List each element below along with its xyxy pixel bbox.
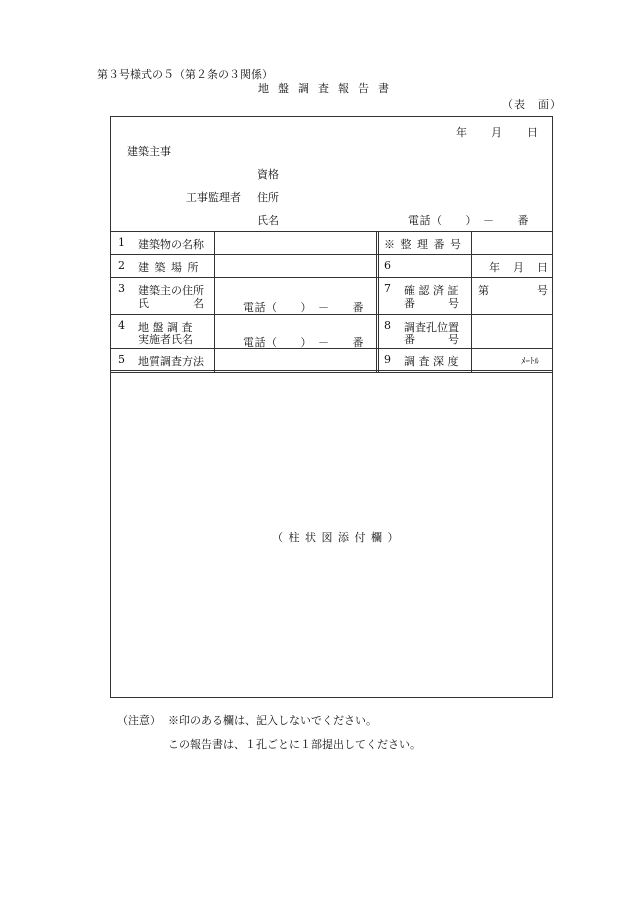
name-label: 氏名 [257, 214, 279, 227]
address-label: 住所 [257, 191, 279, 204]
depth-unit: ﾒｰﾄﾙ [521, 357, 540, 367]
row-line-1 [110, 254, 553, 255]
columnar-section-label: （ 柱 状 図 添 付 欄 ） [272, 531, 400, 544]
notes-prefix: （注意） [117, 714, 161, 727]
row4-number: 4 [118, 319, 125, 332]
construction-site-label: 建 築 場 所 [138, 261, 200, 274]
row6-month: 月 [513, 261, 524, 274]
confirmation-cert-label: 確 認 済 証 [404, 284, 459, 297]
reference-number-label: ※ 整 理 番 号 [384, 238, 462, 251]
col-line-center [376, 231, 379, 373]
row5-number: 5 [118, 353, 125, 366]
row6-day: 日 [537, 261, 548, 274]
note-line-1: ※印のある欄は、記入しないでください。 [168, 714, 377, 727]
row7-number: 7 [384, 282, 391, 295]
table-bottom-line [110, 370, 553, 373]
note-line-2: この報告書は、１孔ごとに１部提出してください。 [168, 738, 421, 751]
row8-number: 8 [384, 319, 391, 332]
document-title: 地盤調査報告書 [258, 82, 398, 95]
borehole-number-label: 番 号 [404, 333, 459, 346]
qualification-label: 資格 [257, 168, 279, 181]
surveyor-phone: 電話（ ） － 番 [243, 336, 364, 349]
row9-number: 9 [384, 353, 391, 366]
cert-prefix: 第 [478, 284, 489, 297]
col-line-right-label [471, 231, 472, 373]
survey-label: 地 盤 調 査 [138, 321, 193, 334]
owner-phone: 電話（ ） － 番 [243, 301, 364, 314]
date-year: 年 [456, 126, 467, 139]
row1-number: 1 [118, 236, 125, 249]
table-top-line [110, 231, 553, 232]
form-number: 第３号様式の５（第２条の３関係） [97, 68, 273, 81]
row2-number: 2 [118, 259, 125, 272]
surveyor-name-label: 実施者氏名 [138, 333, 193, 346]
date-day: 日 [527, 126, 538, 139]
row6-year: 年 [489, 261, 500, 274]
borehole-position-label: 調査孔位置 [404, 321, 459, 334]
owner-name-label: 氏 名 [138, 297, 204, 310]
row3-number: 3 [118, 282, 125, 295]
row6-number: 6 [384, 259, 391, 272]
cert-suffix: 号 [537, 284, 548, 297]
building-name-label: 建築物の名称 [138, 238, 204, 251]
confirmation-number-label: 番 号 [404, 297, 459, 310]
supervisor-phone: 電話（ ） － 番 [408, 214, 529, 227]
building-official-label: 建築主事 [127, 145, 171, 158]
col-line-label [214, 231, 215, 373]
survey-depth-label: 調 査 深 度 [404, 355, 459, 368]
supervisor-label: 工事監理者 [186, 191, 241, 204]
side-indicator: （表 面） [502, 98, 562, 111]
row-line-2 [110, 277, 553, 278]
form-box [110, 116, 553, 698]
geology-method-label: 地質調査方法 [138, 355, 204, 368]
owner-address-label: 建築主の住所 [138, 284, 204, 297]
date-month: 月 [491, 126, 502, 139]
